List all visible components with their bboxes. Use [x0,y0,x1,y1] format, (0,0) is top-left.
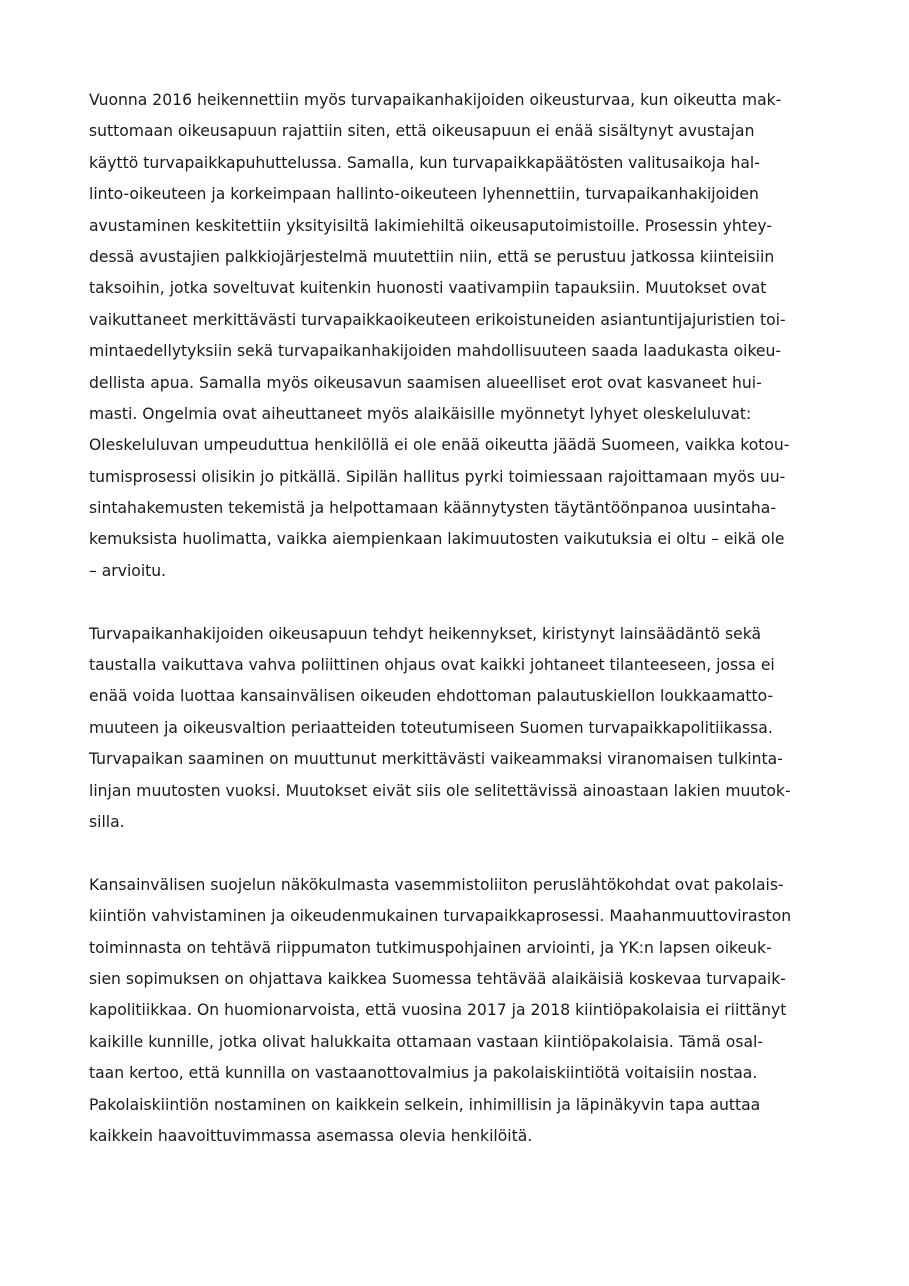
text-line: kapolitiikkaa. On huomionarvoista, että vuosina 2017 ja 2018 kiintiöpakolaisia ei riittänyt [89,1001,787,1020]
text-line: käyttö turvapaikkapuhuttelussa. Samalla, kun turvapaikkapäätösten valitusaikoja hal- [89,153,760,172]
text-line: silla. [89,812,125,831]
text-line: sintahakemusten tekemistä ja helpottamaan käännytysten täytäntöönpanoa uusintaha- [89,499,776,518]
text-line: kemuksista huolimatta, vaikka aiempienkaan lakimuutosten vaikutuksia ei oltu – eikä ole [89,530,785,549]
text-line: Turvapaikanhakijoiden oikeusapuun tehdyt heikennykset, kiristynyt lainsäädäntö sekä [89,624,762,643]
text-line: enää voida luottaa kansainvälisen oikeuden ehdottoman palautuskiellon loukkaamatto- [89,687,774,706]
paragraph-spacer [89,587,820,618]
text-line: kaikkein haavoittuvimmassa asemassa olevia henkilöitä. [89,1126,533,1145]
text-line: Pakolaiskiintiön nostaminen on kaikkein selkein, inhimillisin ja läpinäkyvin tapa auttaa [89,1095,761,1114]
text-line: dessä avustajien palkkiojärjestelmä muutettiin niin, että se perustuu jatkossa kiinteisiin [89,247,775,266]
text-line: linjan muutosten vuoksi. Muutokset eivät siis ole selitettävissä ainoastaan lakien muutok- [89,781,791,800]
text-line: vaikuttaneet merkittävästi turvapaikkaoikeuteen erikoistuneiden asiantuntijajuristien toi- [89,310,786,329]
text-line: sien sopimuksen on ohjattava kaikkea Suomessa tehtävää alaikäisiä koskevaa turvapaik- [89,969,786,988]
paragraph-2 [89,619,820,839]
text-line: taustalla vaikuttava vahva poliittinen ohjaus ovat kaikki johtaneet tilanteeseen, jossa ei [89,656,775,675]
text-line: kaikille kunnille, jotka olivat halukkaita ottamaan vastaan kiintiöpakolaisia. Tämä osal- [89,1032,763,1051]
text-line: kiintiön vahvistaminen ja oikeudenmukainen turvapaikkaprosessi. Maahanmuuttoviraston [89,907,792,926]
text-line: Oleskeluluvan umpeuduttua henkilöllä ei ole enää oikeutta jäädä Suomeen, vaikka kotou- [89,436,790,455]
text-line: dellista apua. Samalla myös oikeusavun saamisen alueelliset erot ovat kasvaneet hui- [89,373,762,392]
text-line: linto-oikeuteen ja korkeimpaan hallinto-oikeuteen lyhennettiin, turvapaikanhakijoiden [89,185,759,204]
text-line: mintaedellytyksiin sekä turvapaikanhakijoiden mahdollisuuteen saada laadukasta oikeu- [89,342,782,361]
text-line: muuteen ja oikeusvaltion periaatteiden toteutumiseen Suomen turvapaikkapolitiikassa. [89,718,773,737]
text-line: masti. Ongelmia ovat aiheuttaneet myös alaikäisille myönnetyt lyhyet oleskeluluvat: [89,404,752,423]
text-line: taksoihin, jotka soveltuvat kuitenkin huonosti vaativampiin tapauksiin. Muutokset ovat [89,279,767,298]
paragraph-1 [89,85,820,587]
paragraph-3 [89,870,820,1153]
text-line: – arvioitu. [89,561,167,580]
paragraph-spacer [89,838,820,869]
text-line: Kansainvälisen suojelun näkökulmasta vasemmistoliiton peruslähtökohdat ovat pakolais- [89,875,784,894]
text-line: toiminnasta on tehtävä riippumaton tutkimuspohjainen arviointi, ja YK:n lapsen oikeuk- [89,938,772,957]
text-line: avustaminen keskitettiin yksityisiltä lakimiehiltä oikeusaputoimistoille. Prosessin yhtey- [89,216,773,235]
text-line: suttomaan oikeusapuun rajattiin siten, että oikeusapuun ei enää sisältynyt avustajan [89,122,755,141]
document-body [89,85,820,1152]
text-line: Vuonna 2016 heikennettiin myös turvapaikanhakijoiden oikeusturvaa, kun oikeutta mak- [89,91,782,109]
text-line: tumisprosessi olisikin jo pitkällä. Sipilän hallitus pyrki toimiessaan rajoittamaan myös uu- [89,467,786,486]
text-line: Turvapaikan saaminen on muuttunut merkittävästi vaikeammaksi viranomaisen tulkinta- [89,750,783,769]
text-line: taan kertoo, että kunnilla on vastaanottovalmius ja pakolaiskiintiötä voitaisiin nostaa. [89,1064,758,1083]
